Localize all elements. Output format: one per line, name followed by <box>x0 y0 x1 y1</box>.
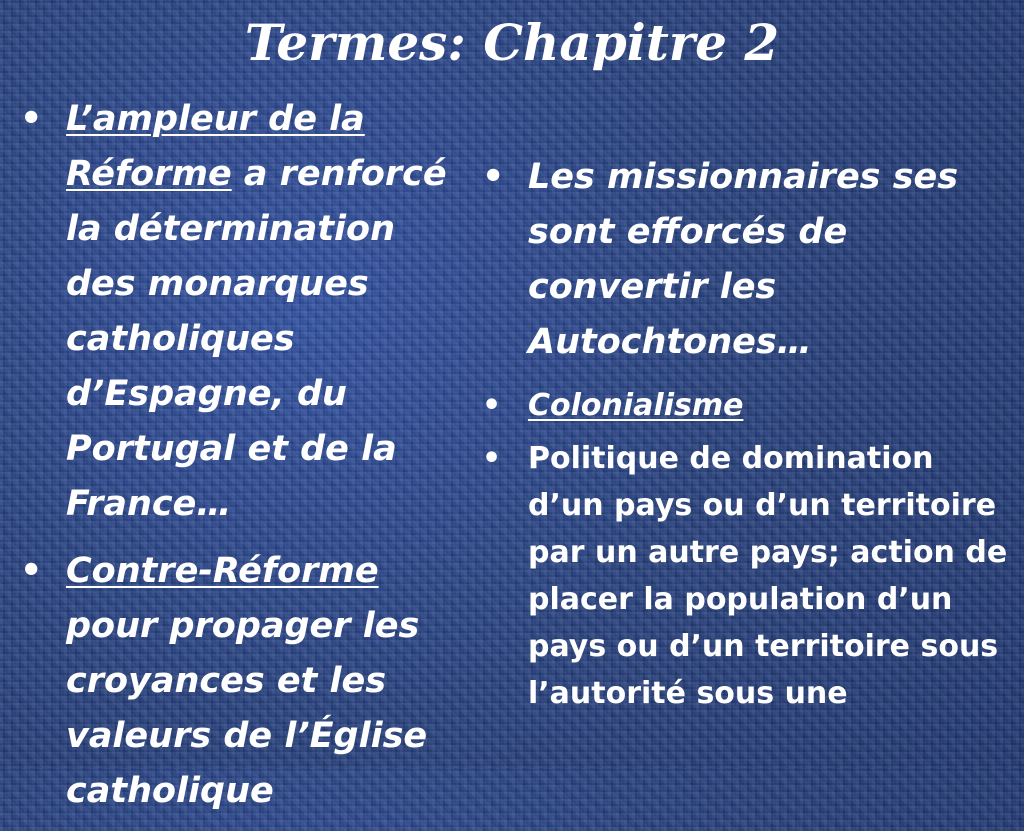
term-ampleur-reforme: L’ampleur de la Réforme <box>66 99 365 194</box>
term-colonialisme: Colonialisme <box>528 388 744 423</box>
bullet-text: pour propager les croyances et les valeurs de l’Église catholique <box>66 606 428 811</box>
right-column <box>482 150 1012 723</box>
bullet-item-contre-reforme <box>20 544 470 819</box>
definition-text: Politique de domination d’un pays ou d’un territoire par un autre pays; action de placer la population d’un pays ou d’un territoire sous l’autorité sous une <box>528 441 1008 711</box>
bullet-icon: • <box>482 388 502 423</box>
bullet-text: a renforcé la détermination des monarques catholiques d’Espagne, du Portugal et de la France… <box>66 154 447 524</box>
bullet-item-missionnaires <box>482 150 1012 370</box>
bullet-icon: • <box>482 441 502 476</box>
bullet-item-definition <box>482 435 1012 717</box>
bullet-icon: • <box>20 99 43 139</box>
bullet-icon: • <box>20 551 43 591</box>
bullet-item-reforme <box>20 92 470 532</box>
slide-title: Termes: Chapitre 2 <box>244 13 780 72</box>
bullet-item-colonialisme <box>482 382 1012 429</box>
left-column <box>20 92 470 831</box>
bullet-icon: • <box>482 157 505 197</box>
term-contre-reforme: Contre-Réforme <box>66 551 379 591</box>
left-bullet-list <box>20 92 470 819</box>
bullet-text: Les missionnaires ses sont efforcés de convertir les Autochtones… <box>528 157 959 362</box>
right-bullet-list <box>482 150 1012 717</box>
